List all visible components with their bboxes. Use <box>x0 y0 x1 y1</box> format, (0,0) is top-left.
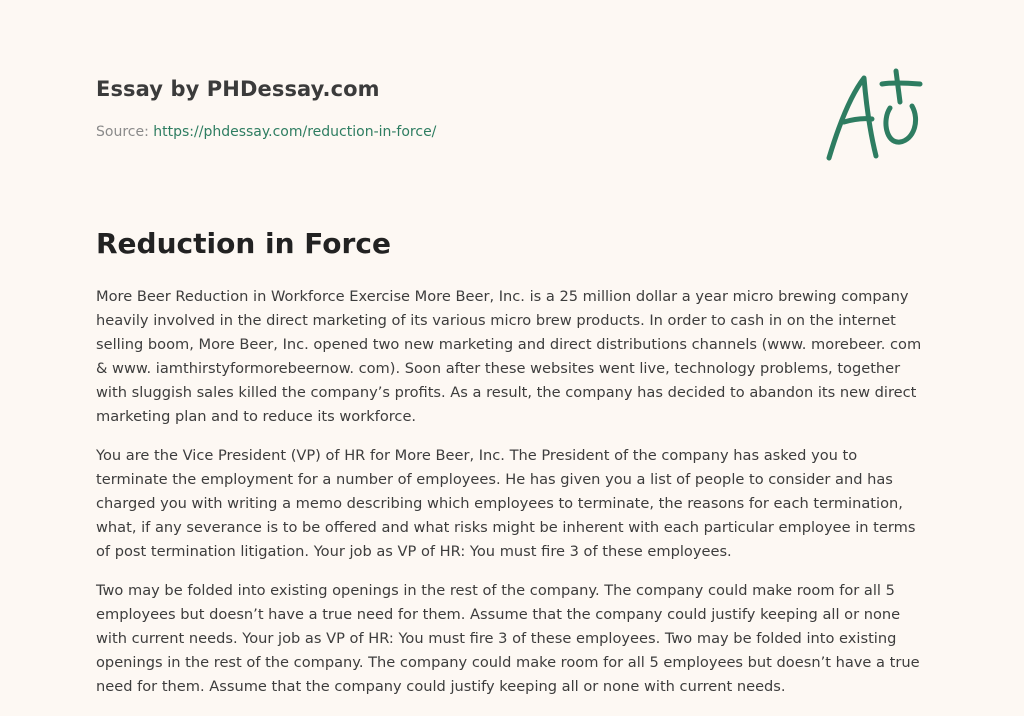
site-title: Essay by PHDessay.com <box>96 77 380 101</box>
essay-body <box>96 285 928 714</box>
source-label: Source: <box>96 124 149 140</box>
source-link[interactable]: https://phdessay.com/reduction-in-force/ <box>153 124 437 140</box>
site-header <box>96 74 696 142</box>
essay-paragraph-3: Two may be folded into existing openings in the rest of the company. The company could make room for all 5 employees but doesn’t have a true need for them. Assume that the company could justify keeping all or none with current needs. Your job as VP of HR: You must fire 3 of these employees. Two may be folded into existing openings in the rest of the company. The company could make room for all 5 employees but doesn’t have a true need for them. Assume that the company could justify keeping all or none with current needs. <box>96 582 920 695</box>
essay-paragraph-1: More Beer Reduction in Workforce Exercise More Beer, Inc. is a 25 million dollar a year micro brewing company heavily involved in the direct marketing of its various micro brew products. In order to cash in on the internet selling boom, More Beer, Inc. opened two new marketing and direct distributions channels (www. morebeer. com & www. iamthirstyformorebeernow. com). Soon after these websites went live, technology problems, together with sluggish sales killed the company’s profits. As a result, the company has decided to abandon its new direct marketing plan and to reduce its workforce. <box>96 288 922 425</box>
a-plus-grade-icon <box>820 66 930 166</box>
essay-paragraph-2: You are the Vice President (VP) of HR for More Beer, Inc. The President of the company has asked you to terminate the employment for a number of employees. He has given you a list of people to consider and has charged you with writing a memo describing which employees to terminate, the reasons for each termination, what, if any severance is to be offered and what risks might be inherent with each particular employee in terms of post termination litigation. Your job as VP of HR: You must fire 3 of these employees. <box>96 447 916 560</box>
essay-title: Reduction in Force <box>96 227 391 260</box>
source-line <box>96 122 696 142</box>
